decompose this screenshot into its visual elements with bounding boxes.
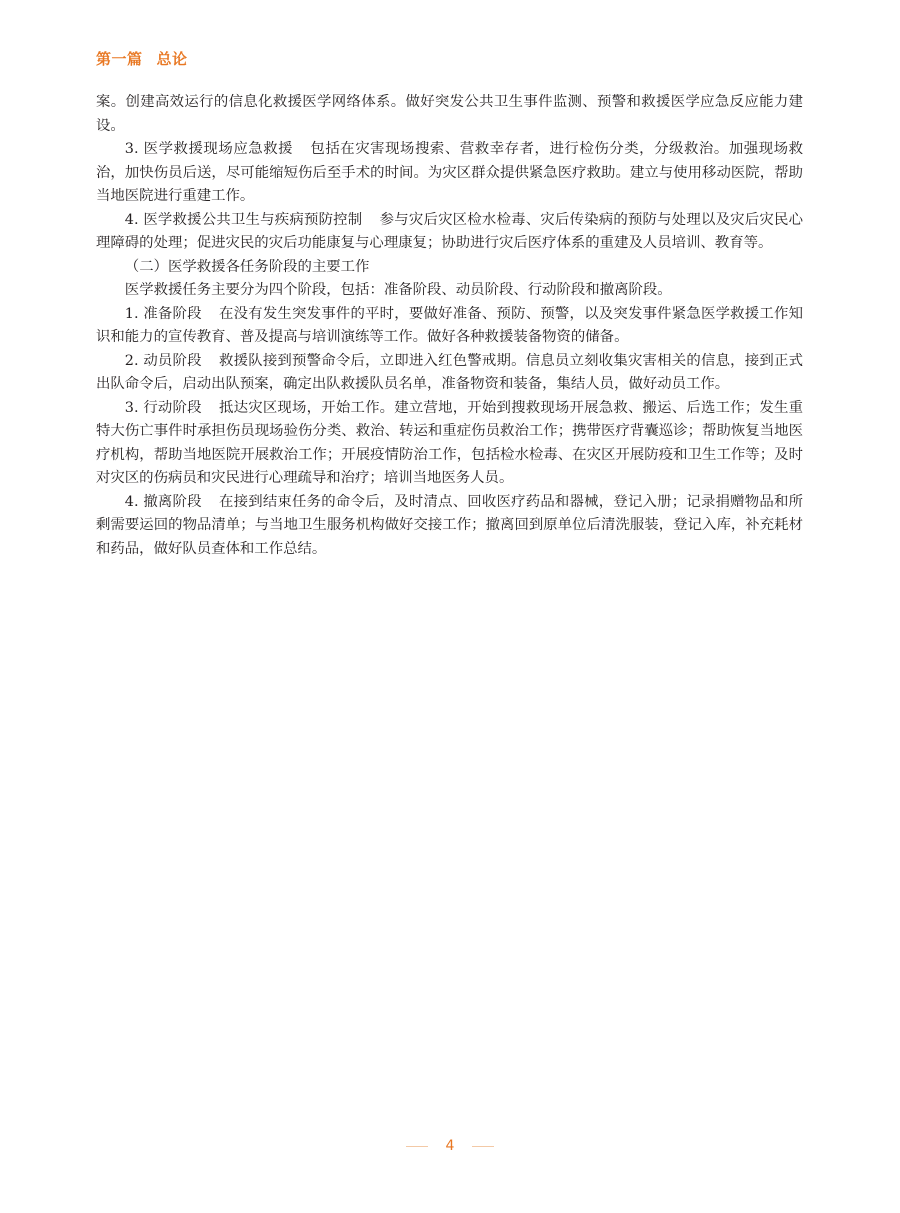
- paragraph-text: 案。创建高效运行的信息化救援医学网络体系。做好突发公共卫生事件监测、预警和救援医学应急反应能力建设。: [96, 94, 803, 134]
- chapter-title: 总论: [156, 50, 188, 68]
- paragraph-text: 救援队接到预警命令后，立即进入红色警戒期。信息员立刻收集灾害相关的信息，接到正式出队命令后，启动出队预案，确定出队救援队员名单，准备物资和装备，集结人员，做好动员工作。: [96, 352, 803, 392]
- section-heading: [96, 256, 803, 280]
- footer-rule-left: [406, 1146, 428, 1147]
- paragraph-stage-4: [96, 491, 803, 562]
- paragraph-lead: 3. 医学救援现场应急救援: [124, 141, 294, 157]
- footer-rule-right: [472, 1146, 494, 1147]
- paragraph-item-3: [96, 138, 803, 209]
- paragraph-stage-1: [96, 303, 803, 350]
- paragraph-text: 在接到结束任务的命令后，及时清点、回收医疗药品和器械，登记入册；记录捐赠物品和所剩需要运回的物品清单；与当地卫生服务机构做好交接工作；撤离回到原单位后清洗服装，登记入库，补充耗材和药品，做好队员查体和工作总结。: [96, 493, 803, 557]
- part-label: 第一篇: [96, 50, 143, 68]
- paragraph-lead: 4. 医学救援公共卫生与疾病预防控制: [124, 211, 363, 228]
- running-header: [96, 48, 188, 69]
- body-text: [96, 91, 803, 561]
- paragraph-item-4: [96, 209, 803, 256]
- page-footer: [0, 1138, 900, 1154]
- paragraph-lead: 3. 行动阶段: [124, 399, 202, 416]
- paragraph-intro: [96, 279, 803, 303]
- paragraph-text: 包括在灾害现场搜索、营救幸存者，进行检伤分类，分级救治。加强现场救治，加快伤员后送，尽可能缩短伤后至手术的时间。为灾区群众提供紧急医疗救助。建立与使用移动医院，帮助当地医院进行重建工作。: [96, 141, 803, 204]
- section-heading-text: （二）医学救援各任务阶段的主要工作: [124, 258, 370, 275]
- paragraph-lead: 4. 撤离阶段: [124, 493, 202, 510]
- paragraph-text: 医学救援任务主要分为四个阶段，包括：准备阶段、动员阶段、行动阶段和撤离阶段。: [124, 282, 672, 298]
- paragraph-stage-3: [96, 397, 803, 491]
- page-number: 4: [445, 1138, 455, 1154]
- paragraph-lead: 2. 动员阶段: [124, 352, 202, 369]
- paragraph-continuation: [96, 91, 803, 138]
- paragraph-stage-2: [96, 350, 803, 397]
- paragraph-text: 在没有发生突发事件的平时，要做好准备、预防、预警，以及突发事件紧急医学救援工作知识和能力的宣传教育、普及提高与培训演练等工作。做好各种救援装备物资的储备。: [96, 305, 803, 345]
- paragraph-text: 抵达灾区现场，开始工作。建立营地，开始到搜救现场开展急救、搬运、后选工作；发生重特大伤亡事件时承担伤员现场验伤分类、救治、转运和重症伤员救治工作；携带医疗背囊巡诊；帮助恢复当地医疗机构，帮助当地医院开展救治工作；开展疫情防治工作，包括检水检毒、在灾区开展防疫和卫生工作等；及时对灾区的伤病员和灾民进行心理疏导和治疗；培训当地医务人员。: [96, 399, 803, 486]
- paragraph-text: 参与灾后灾区检水检毒、灾后传染病的预防与处理以及灾后灾民心理障碍的处理；促进灾民的灾后功能康复与心理康复；协助进行灾后医疗体系的重建及人员培训、教育等。: [96, 211, 803, 251]
- paragraph-lead: 1. 准备阶段: [124, 305, 202, 322]
